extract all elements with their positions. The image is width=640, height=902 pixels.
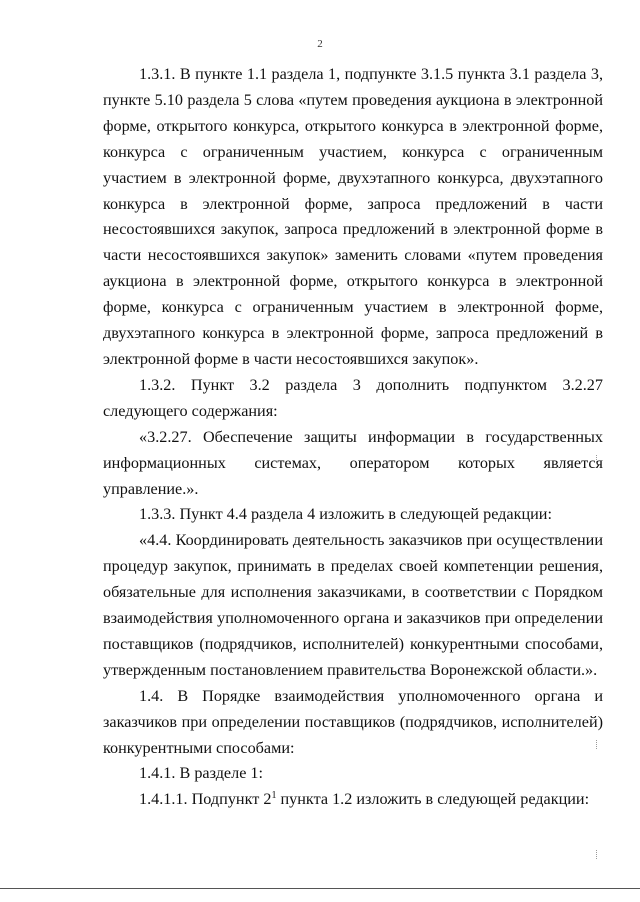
paragraph-4-4: «4.4. Координировать деятельность заказчиков при осуществлении процедур закупок, принимать в пределах своей компетенции решения, обязательные для исполнения заказчиками, в соответствии с Порядком взаимодействия уполномоченного органа и заказчиков при определении поставщиков (подрядчиков, исполнителей) конкурентными способами, утвержденным постановлением правительства Воронежской области.». (103, 531, 603, 679)
page-number: 2 (317, 38, 323, 50)
paragraph-1-3-1: 1.3.1. В пункте 1.1 раздела 1, подпункте 3.1.5 пункта 3.1 раздела 3, пункте 5.10 раздела 5 слова «путем проведения аукциона в электронной форме, открытого конкурса, открытого конкурса в электронной форме, конкурса с ограниченным участием, конкурса с ограниченным участием в электронной форме, двухэтапного конкурса, двухэтапного конкурса в электронной форме, запроса предложений в части несостоявшихся закупок, запроса предложений в электронной форме в части несостоявшихся закупок» заменить словами «путем проведения аукциона в электронной форме, открытого конкурса в электронной форме, конкурса с ограниченным участием в электронной форме, двухэтапного конкурса в электронной форме, запроса предложений в электронной форме в части несостоявшихся закупок». (103, 65, 603, 368)
paragraph-1-4-1-1-end: пункта 1.2 изложить в следующей редакции: (276, 790, 590, 809)
paragraph-3-2-27: «3.2.27. Обеспечение защиты информации в государственных информационных системах, оператором которых является управление.». (103, 427, 603, 498)
scan-speck (596, 740, 599, 749)
document-body (103, 62, 603, 813)
superscript-mark: 1 (271, 790, 277, 802)
paragraph-1-4: 1.4. В Порядке взаимодействия уполномоченного органа и заказчиков при определении поставщиков (подрядчиков, исполнителей) конкурентными способами: (103, 686, 603, 757)
paragraph-1-4-1-1-start: 1.4.1.1. Подпункт 2 (139, 790, 272, 809)
scan-speck (596, 850, 599, 859)
paragraph-1-3-3: 1.3.3. Пункт 4.4 раздела 4 изложить в следующей редакции: (139, 505, 552, 524)
scan-speck (596, 455, 599, 464)
paragraph-1-4-1-1 (103, 787, 603, 813)
paragraph-1-4-1: 1.4.1. В разделе 1: (139, 764, 264, 783)
scan-speck (596, 330, 599, 339)
paragraph-1-3-2: 1.3.2. Пункт 3.2 раздела 3 дополнить подпунктом 3.2.27 следующего содержания: (103, 375, 603, 420)
page-bottom-edge (0, 888, 640, 889)
